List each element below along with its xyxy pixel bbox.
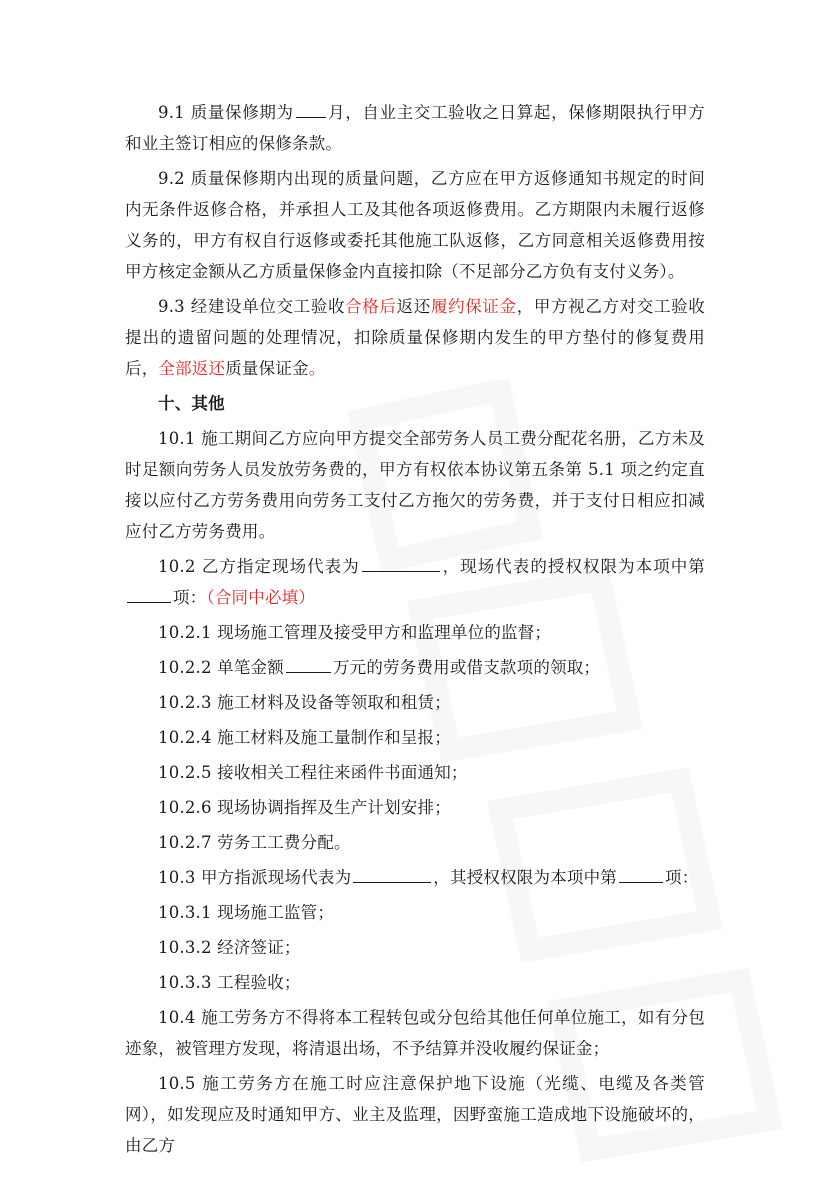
clause-9-3 bbox=[125, 291, 705, 384]
clause-10-3-text-c: 项： bbox=[665, 868, 699, 887]
clause-9-1-text-a: 9.1 质量保修期为 bbox=[158, 103, 294, 122]
clause-9-2: 9.2 质量保修期内出现的质量问题，乙方应在甲方返修通知书规定的时间内无条件返修合格，并承担人工及其他各项返修费用。乙方期限内未履行返修义务的，甲方有权自行返修或委托其他施工队返修，乙方同意相关返修费用按甲方核定金额从乙方质量保修金内直接扣除（不足部分乙方负有支付义务）。 bbox=[125, 169, 705, 281]
clause-10-2-7: 10.2.7 劳务工工费分配。 bbox=[158, 833, 351, 852]
clause-10-4: 10.4 施工劳务方不得将本工程转包或分包给其他任何单位施工，如有分包迹象，被管理方发现，将清退出场，不予结算并没收履约保证金； bbox=[125, 1008, 705, 1058]
clause-10-3-1: 10.3.1 现场施工监管； bbox=[158, 903, 335, 922]
clause-10-2-4: 10.2.4 施工材料及施工量制作和呈报； bbox=[158, 728, 451, 747]
clause-10-2-2-text-a: 10.2.2 单笔金额 bbox=[158, 658, 284, 677]
clause-10-2 bbox=[125, 551, 705, 613]
clause-10-2-required-note: （合同中必填） bbox=[206, 588, 316, 607]
clause-10-2-text-c: 项： bbox=[173, 588, 207, 607]
clause-10-2-5: 10.2.5 接收相关工程往来函件书面通知； bbox=[158, 763, 468, 782]
clause-9-3-highlight-3: 全部返还 bbox=[158, 359, 226, 378]
clause-9-3-highlight-1: 合格后 bbox=[345, 297, 397, 316]
blank-single-amount[interactable] bbox=[286, 671, 331, 673]
clause-9-3-highlight-2: 履约保证金 bbox=[430, 297, 517, 316]
blank-contractor-representative[interactable] bbox=[362, 570, 440, 572]
clause-9-1 bbox=[125, 97, 705, 159]
clause-9-3-text-a: 9.3 经建设单位交工验收 bbox=[158, 297, 346, 316]
section-heading-10: 十、其他 bbox=[158, 394, 225, 413]
clause-9-3-text-d: 质量保证金 bbox=[225, 359, 309, 378]
clause-10-3-3: 10.3.3 工程验收； bbox=[158, 973, 301, 992]
clause-10-2-6: 10.2.6 现场协调指挥及生产计划安排； bbox=[158, 798, 451, 817]
blank-warranty-months[interactable] bbox=[296, 116, 326, 118]
blank-owner-representative[interactable] bbox=[353, 881, 431, 883]
clause-10-3-2: 10.3.2 经济签证； bbox=[158, 938, 301, 957]
blank-contractor-authority-items[interactable] bbox=[127, 601, 171, 603]
clause-9-3-text-c: ，甲方视乙方对交工验收提出的遗留问题的处理情况，扣除质量保修期内发生的甲方垫付的修复费用后， bbox=[125, 297, 705, 378]
clause-10-2-text-b: ，现场代表的授权权限为本项中第 bbox=[441, 557, 705, 576]
clause-10-2-text-a: 10.2 乙方指定现场代表为 bbox=[158, 557, 360, 576]
clause-10-3-text-a: 10.3 甲方指派现场代表为 bbox=[158, 868, 352, 887]
clause-9-1-text-b: 月，自业主交工验收之日算起，保修期限执行甲方和业主签订相应的保修条款。 bbox=[125, 103, 705, 153]
clause-10-2-1: 10.2.1 现场施工管理及接受甲方和监理单位的监督； bbox=[158, 623, 552, 642]
clause-10-3 bbox=[125, 862, 705, 893]
clause-10-3-text-b: ，其授权权限为本项中第 bbox=[433, 868, 617, 887]
clause-10-2-2-text-b: 万元的劳务费用或借支款项的领取； bbox=[332, 658, 601, 677]
document-body bbox=[125, 97, 705, 1165]
clause-9-3-highlight-4: 。 bbox=[308, 359, 326, 378]
clause-10-2-3: 10.2.3 施工材料及设备等领取和租赁； bbox=[158, 693, 451, 712]
clause-10-5: 10.5 施工劳务方在施工时应注意保护地下设施（光缆、电缆及各类管网），如发现应及时通知甲方、业主及监理，因野蛮施工造成地下设施破坏的，由乙方 bbox=[125, 1074, 705, 1155]
blank-owner-authority-items[interactable] bbox=[619, 881, 663, 883]
clause-10-2-2 bbox=[125, 652, 705, 683]
clause-9-3-text-b: 返还 bbox=[396, 297, 431, 316]
clause-10-1: 10.1 施工期间乙方应向甲方提交全部劳务人员工费分配花名册，乙方未及时足额向劳务人员发放劳务费的，甲方有权依本协议第五条第 5.1 项之约定直接以应付乙方劳务费用向劳务工支付乙方拖欠的劳务费，并于支付日相应扣减应付乙方劳务费用。 bbox=[125, 429, 705, 541]
